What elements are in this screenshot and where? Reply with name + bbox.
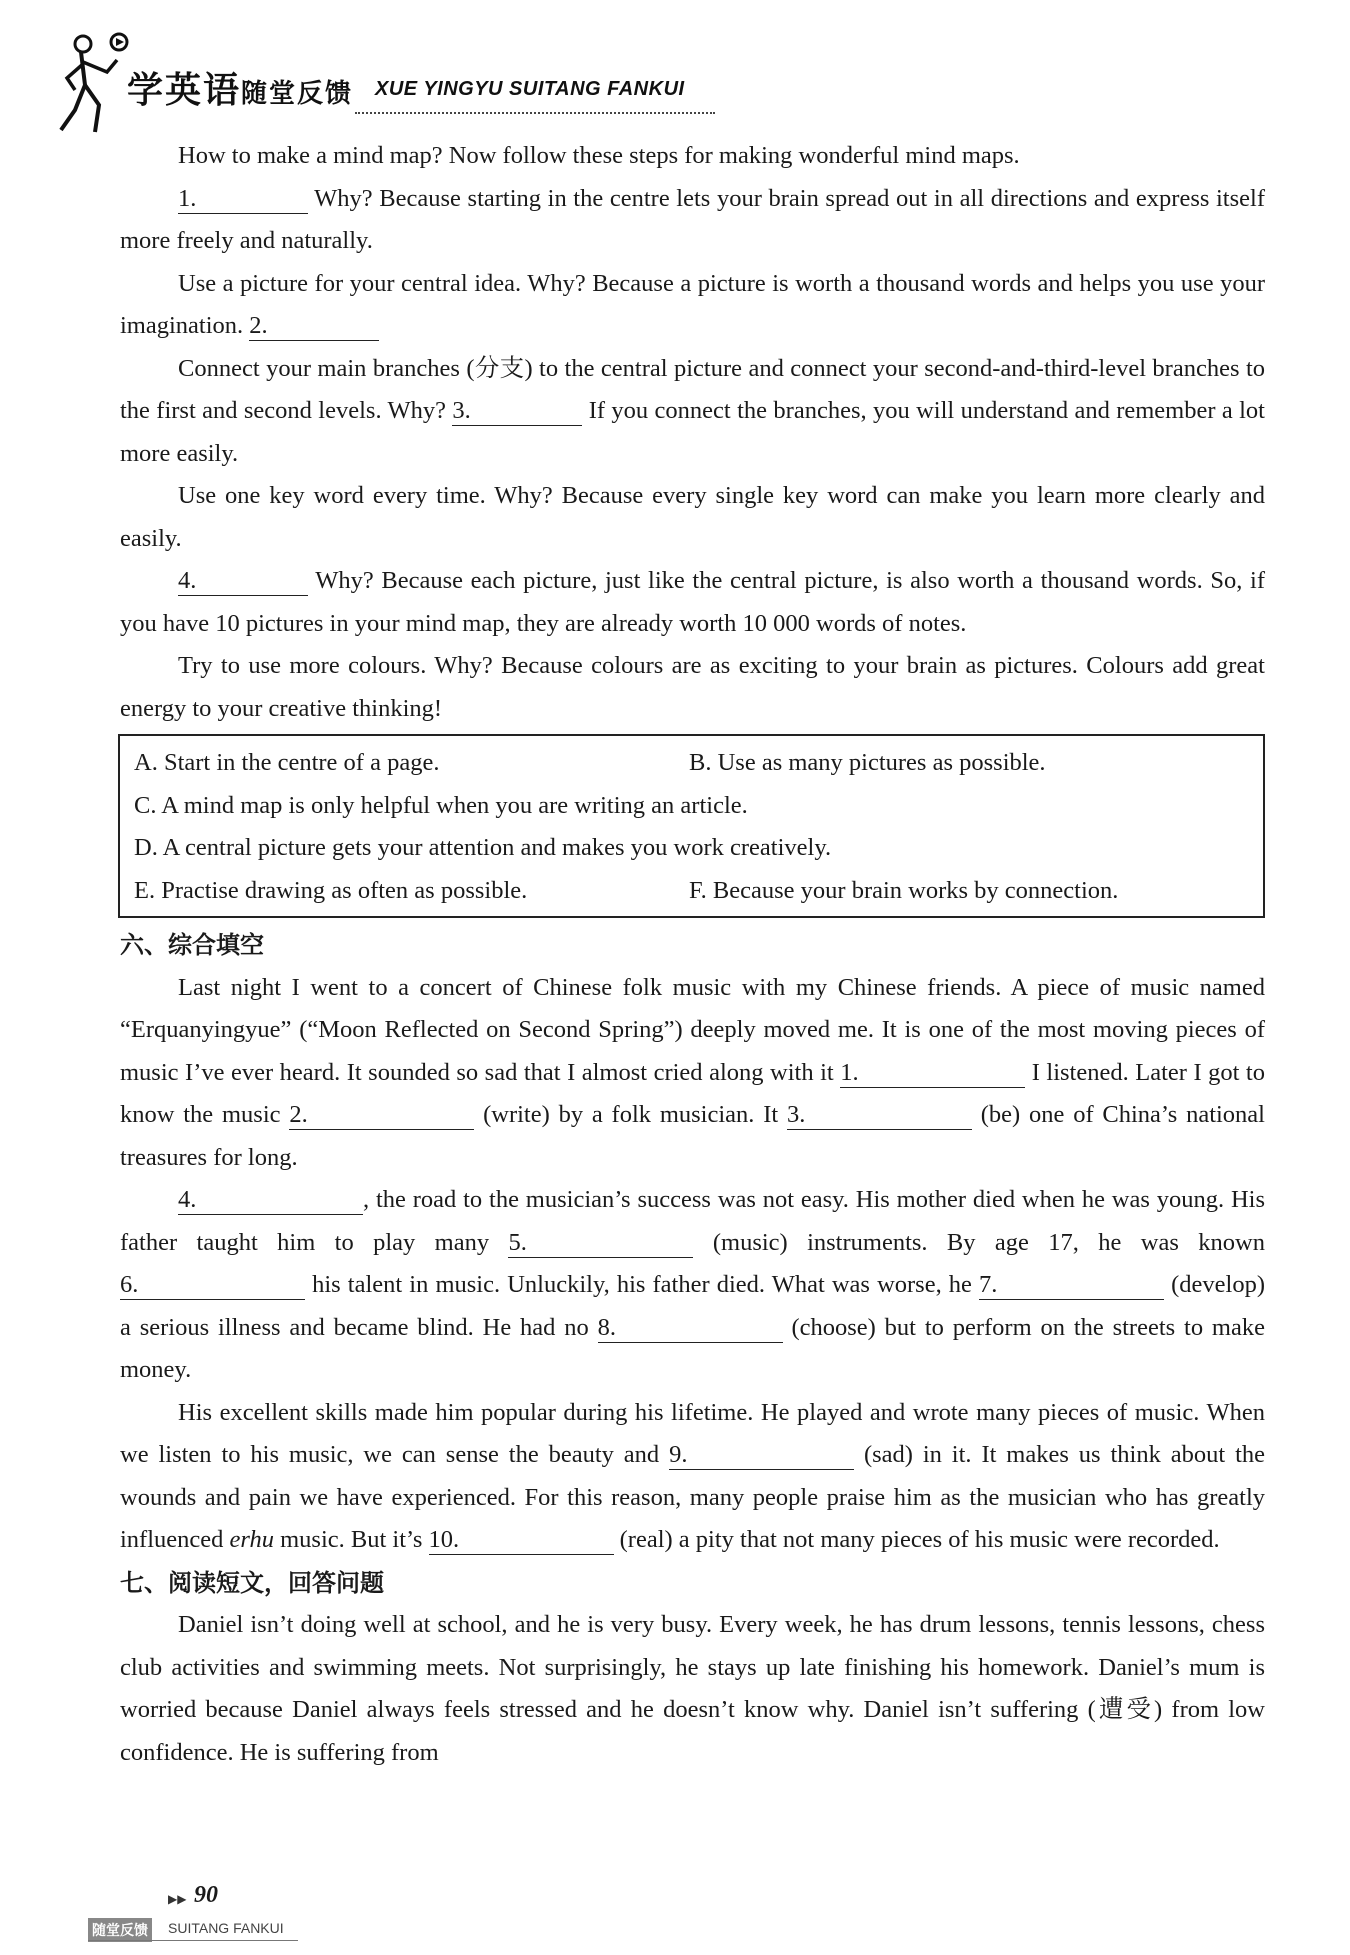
passage-paragraph: Try to use more colours. Why? Because colours are as exciting to your brain as pictures. Colours add great energy to your creative thinking! <box>120 652 1265 722</box>
footer-tag-pinyin: SUITANG FANKUI <box>168 1920 284 1936</box>
page-footer <box>88 1878 348 1948</box>
passage-paragraph: Use one key word every time. Why? Because every single key word can make you learn more clearly and easily. <box>120 482 1265 552</box>
option-e: E. Practise drawing as often as possible. <box>134 876 528 904</box>
passage-paragraph: 1. Why? Because starting in the centre lets your brain spread out in all directions and express itself more freely and naturally. <box>120 184 1265 254</box>
options-box <box>118 734 1265 918</box>
section-heading: 七、阅读短文，回答问题 <box>120 1568 384 1597</box>
option-a: A. Start in the centre of a page. <box>134 749 440 776</box>
answer-blank[interactable]: 5. <box>508 1229 693 1258</box>
passage-paragraph: Connect your main branches (分支) to the central picture and connect your second-and-third-level branches to the first and second levels. Why? 3. If you connect the branches, you will understand and remember a lot more easily. <box>120 354 1265 467</box>
double-arrow-icon: ▶▶ <box>168 1892 187 1906</box>
answer-blank[interactable]: 9. <box>669 1441 854 1470</box>
footer-rule <box>88 1940 298 1941</box>
page-header <box>55 30 695 140</box>
answer-blank[interactable]: 4. <box>178 567 308 596</box>
page-number: 90 <box>194 1882 218 1908</box>
student-figure-icon <box>55 30 135 135</box>
answer-blank[interactable]: 8. <box>598 1314 783 1343</box>
passage-paragraph: 4. , the road to the musician’s success was not easy. His mother died when he was young. His father taught him to play many 5. (music) instruments. By age 17, he was known 6. his talent in music. Unluckily, his father died. What was worse, he 7. (develop) a serious illness and became blind. He had no 8. (choose) but to perform on the streets to make money. <box>120 1186 1266 1383</box>
passage-paragraph: Daniel isn’t doing well at school, and he is very busy. Every week, he has drum lessons, tennis lessons, chess club activities and swimming meets. Not surprisingly, he stays up late finishing his homework. Daniel’s mum is worried because Daniel always feels stressed and he doesn’t know why. Daniel isn’t suffering (遭受) from low confidence. He is suffering from <box>120 1611 1265 1766</box>
passage-paragraph: Use a picture for your central idea. Why? Because a picture is worth a thousand words and helps you use your imagination. 2. <box>120 269 1265 339</box>
passage-paragraph: His excellent skills made him popular during his lifetime. He played and wrote many pieces of music. When we listen to his music, we can sense the beauty and 9. (sad) in it. It makes us think about the wounds and pain we have experienced. For this reason, many people praise him as the musician who has greatly influenced erhu music. But it’s 10. (real) a pity that not many pieces of his music were recorded. <box>120 1398 1266 1553</box>
footer-tag: 随堂反馈 <box>88 1918 152 1942</box>
answer-blank[interactable]: 2. <box>249 312 379 341</box>
answer-blank[interactable]: 7. <box>979 1271 1164 1300</box>
header-pinyin: XUE YINGYU SUITANG FANKUI <box>375 78 685 100</box>
header-title: 学英语随堂反馈 <box>127 70 354 111</box>
passage-intro: How to make a mind map? Now follow these steps for making wonderful mind maps. <box>178 142 1020 169</box>
header-rule <box>355 112 715 114</box>
answer-blank[interactable]: 1. <box>840 1059 1025 1088</box>
page-content <box>120 135 1265 1774</box>
answer-blank[interactable]: 3. <box>787 1101 972 1130</box>
answer-blank[interactable]: 1. <box>178 185 308 214</box>
answer-blank[interactable]: 2. <box>289 1101 474 1130</box>
option-c: C. A mind map is only helpful when you are writing an article. <box>134 791 748 819</box>
answer-blank[interactable]: 4. <box>178 1186 363 1215</box>
option-b: B. Use as many pictures as possible. <box>689 749 1046 776</box>
answer-blank[interactable]: 3. <box>452 397 582 426</box>
answer-blank[interactable]: 10. <box>429 1526 614 1555</box>
passage-paragraph: 4. Why? Because each picture, just like the central picture, is also worth a thousand words. So, if you have 10 pictures in your mind map, they are already worth 10 000 words of notes. <box>120 567 1265 637</box>
passage-paragraph: Last night I went to a concert of Chinese folk music with my Chinese friends. A piece of music named “Erquanyingyue” (“Moon Reflected on Second Spring”) deeply moved me. It is one of the most moving pieces of music I’ve ever heard. It sounded so sad that I almost cried along with it 1. I listened. Later I got to know the music 2. (write) by a folk musician. It 3. (be) one of China’s national treasures for long. <box>120 973 1265 1171</box>
option-f: F. Because your brain works by connection. <box>689 876 1119 904</box>
answer-blank[interactable]: 6. <box>120 1271 305 1300</box>
section-heading: 六、综合填空 <box>120 931 264 959</box>
option-d: D. A central picture gets your attention and makes you work creatively. <box>134 834 832 861</box>
